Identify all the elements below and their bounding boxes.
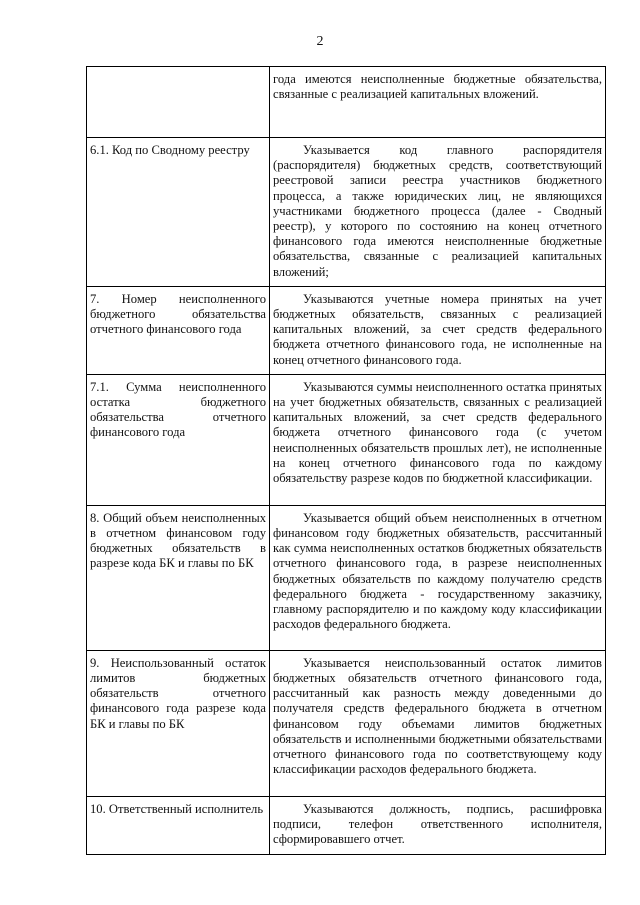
table-row (87, 796, 606, 854)
row-label: 6.1. Код по Сводному реестру (87, 138, 270, 287)
row-description: Указывается код главного распорядителя (распорядителя) бюджетных средств, соответствующий реестровой записи реестра участников бюджетного процесса, а также юридических лиц, не являющихся участниками бюджетного процесса (далее - Сводный реестр), у которого по состоянию на конец отчетного финансового года имеются неисполненные бюджетные обязательства, связанные с реализацией капитальных вложений; (270, 138, 606, 287)
row-label: 9. Неиспользованный остаток лимитов бюджетных обязательств отчетного финансового года разрезе кода БК и главы по БК (87, 650, 270, 796)
page-number: 2 (316, 34, 324, 49)
row-label: 10. Ответственный исполнитель (87, 796, 270, 854)
row-label: 8. Общий объем неисполненных в отчетном финансовом году бюджетных обязательств в разрезе кода БК и главы по БК (87, 505, 270, 650)
table-row (87, 286, 606, 374)
row-description: Указываются суммы неисполненного остатка принятых на учет бюджетных обязательств, связанных с реализацией капитальных вложений, за счет средств федерального бюджета отчетного финансового года (с учетом неисполненных обязательств прошлых лет), не исполненные на конец отчетного финансового года по каждому обязательству разрезе кодов по бюджетной классификации. (270, 374, 606, 505)
instructions-table (86, 66, 606, 855)
row-description: Указываются учетные номера принятых на учет бюджетных обязательств, связанных с реализацией капитальных вложений, за счет средств федерального бюджета отчетного финансового года, не исполненные на конец отчетного финансового года. (270, 286, 606, 374)
row-label: 7.1. Сумма неисполненного остатка бюджетного обязательства отчетного финансового года (87, 374, 270, 505)
table-row (87, 374, 606, 505)
row-description: года имеются неисполненные бюджетные обязательства, связанные с реализацией капитальных вложений. (270, 67, 606, 138)
row-label (87, 67, 270, 138)
row-description: Указывается общий объем неисполненных в отчетном финансовом году бюджетных обязательств, рассчитанный как сумма неисполненных остатков бюджетных обязательств отчетного финансового года, в разрезе неисполненных бюджетных обязательств по каждому получателю средств федерального бюджета - государственному заказчику, главному распорядителю и по каждому коду классификации расходов федерального бюджета. (270, 505, 606, 650)
table-row (87, 67, 606, 138)
row-description: Указываются должность, подпись, расшифровка подписи, телефон ответственного исполнителя, сформировавшего отчет. (270, 796, 606, 854)
row-label: 7. Номер неисполненного бюджетного обязательства отчетного финансового года (87, 286, 270, 374)
table-row (87, 650, 606, 796)
table-row (87, 505, 606, 650)
row-description: Указывается неиспользованный остаток лимитов бюджетных обязательств отчетного финансового года, рассчитанный как разность между доведенными до получателя средств федерального бюджета в отчетном финансовом году объемами лимитов бюджетных обязательств и исполненными бюджетными обязательствами отчетного финансового года по соответствующему коду классификации расходов федерального бюджета. (270, 650, 606, 796)
table-row (87, 138, 606, 287)
